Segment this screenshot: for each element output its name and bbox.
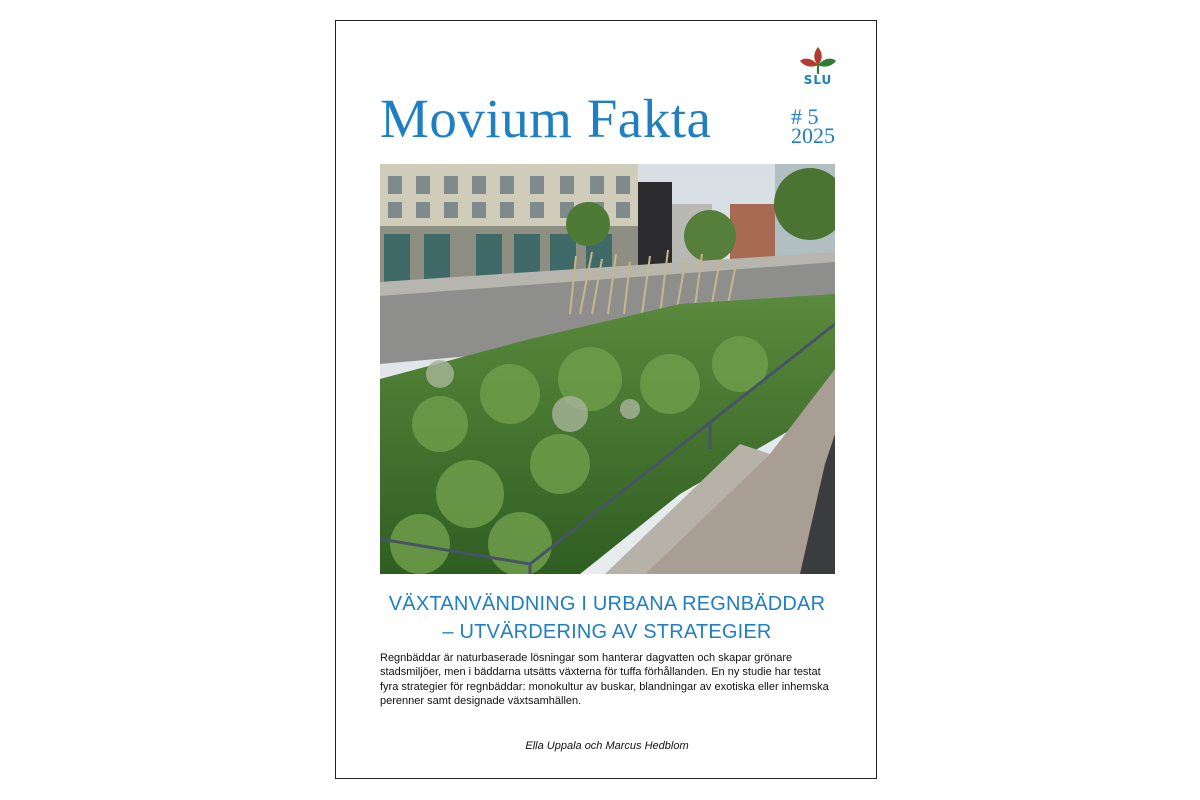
article-authors: Ella Uppala och Marcus Hedblom — [525, 740, 689, 752]
article-title-line2: – UTVÄRDERING AV STRATEGIER — [442, 621, 772, 643]
article-lead: Regnbäddar är naturbaserade lösningar som hanterar dagvatten och skapar grönare stadsmiljöer, men i bäddarna utsätts växterna för tuffa förhållanden. En ny studie har testat fyra strategier för regnbäddar: monokultur av buskar, blandningar av exotiska eller inhemska perenner samt designade växtsamhällen. — [380, 652, 829, 708]
issue-label — [791, 104, 835, 148]
slu-logo-text: SLU — [803, 73, 833, 87]
issue-year: 2025 — [791, 123, 835, 148]
masthead-title: Movium Fakta — [380, 88, 712, 149]
rain-garden-street-photo-icon — [380, 164, 835, 574]
slu-logo — [796, 43, 840, 89]
slu-leaf-icon — [796, 43, 840, 75]
document-page — [335, 20, 877, 779]
article-title-line1: VÄXTANVÄNDNING I URBANA REGNBÄDDAR — [388, 593, 826, 615]
issue-number: # 5 — [791, 104, 819, 129]
cover-photo — [380, 164, 835, 574]
